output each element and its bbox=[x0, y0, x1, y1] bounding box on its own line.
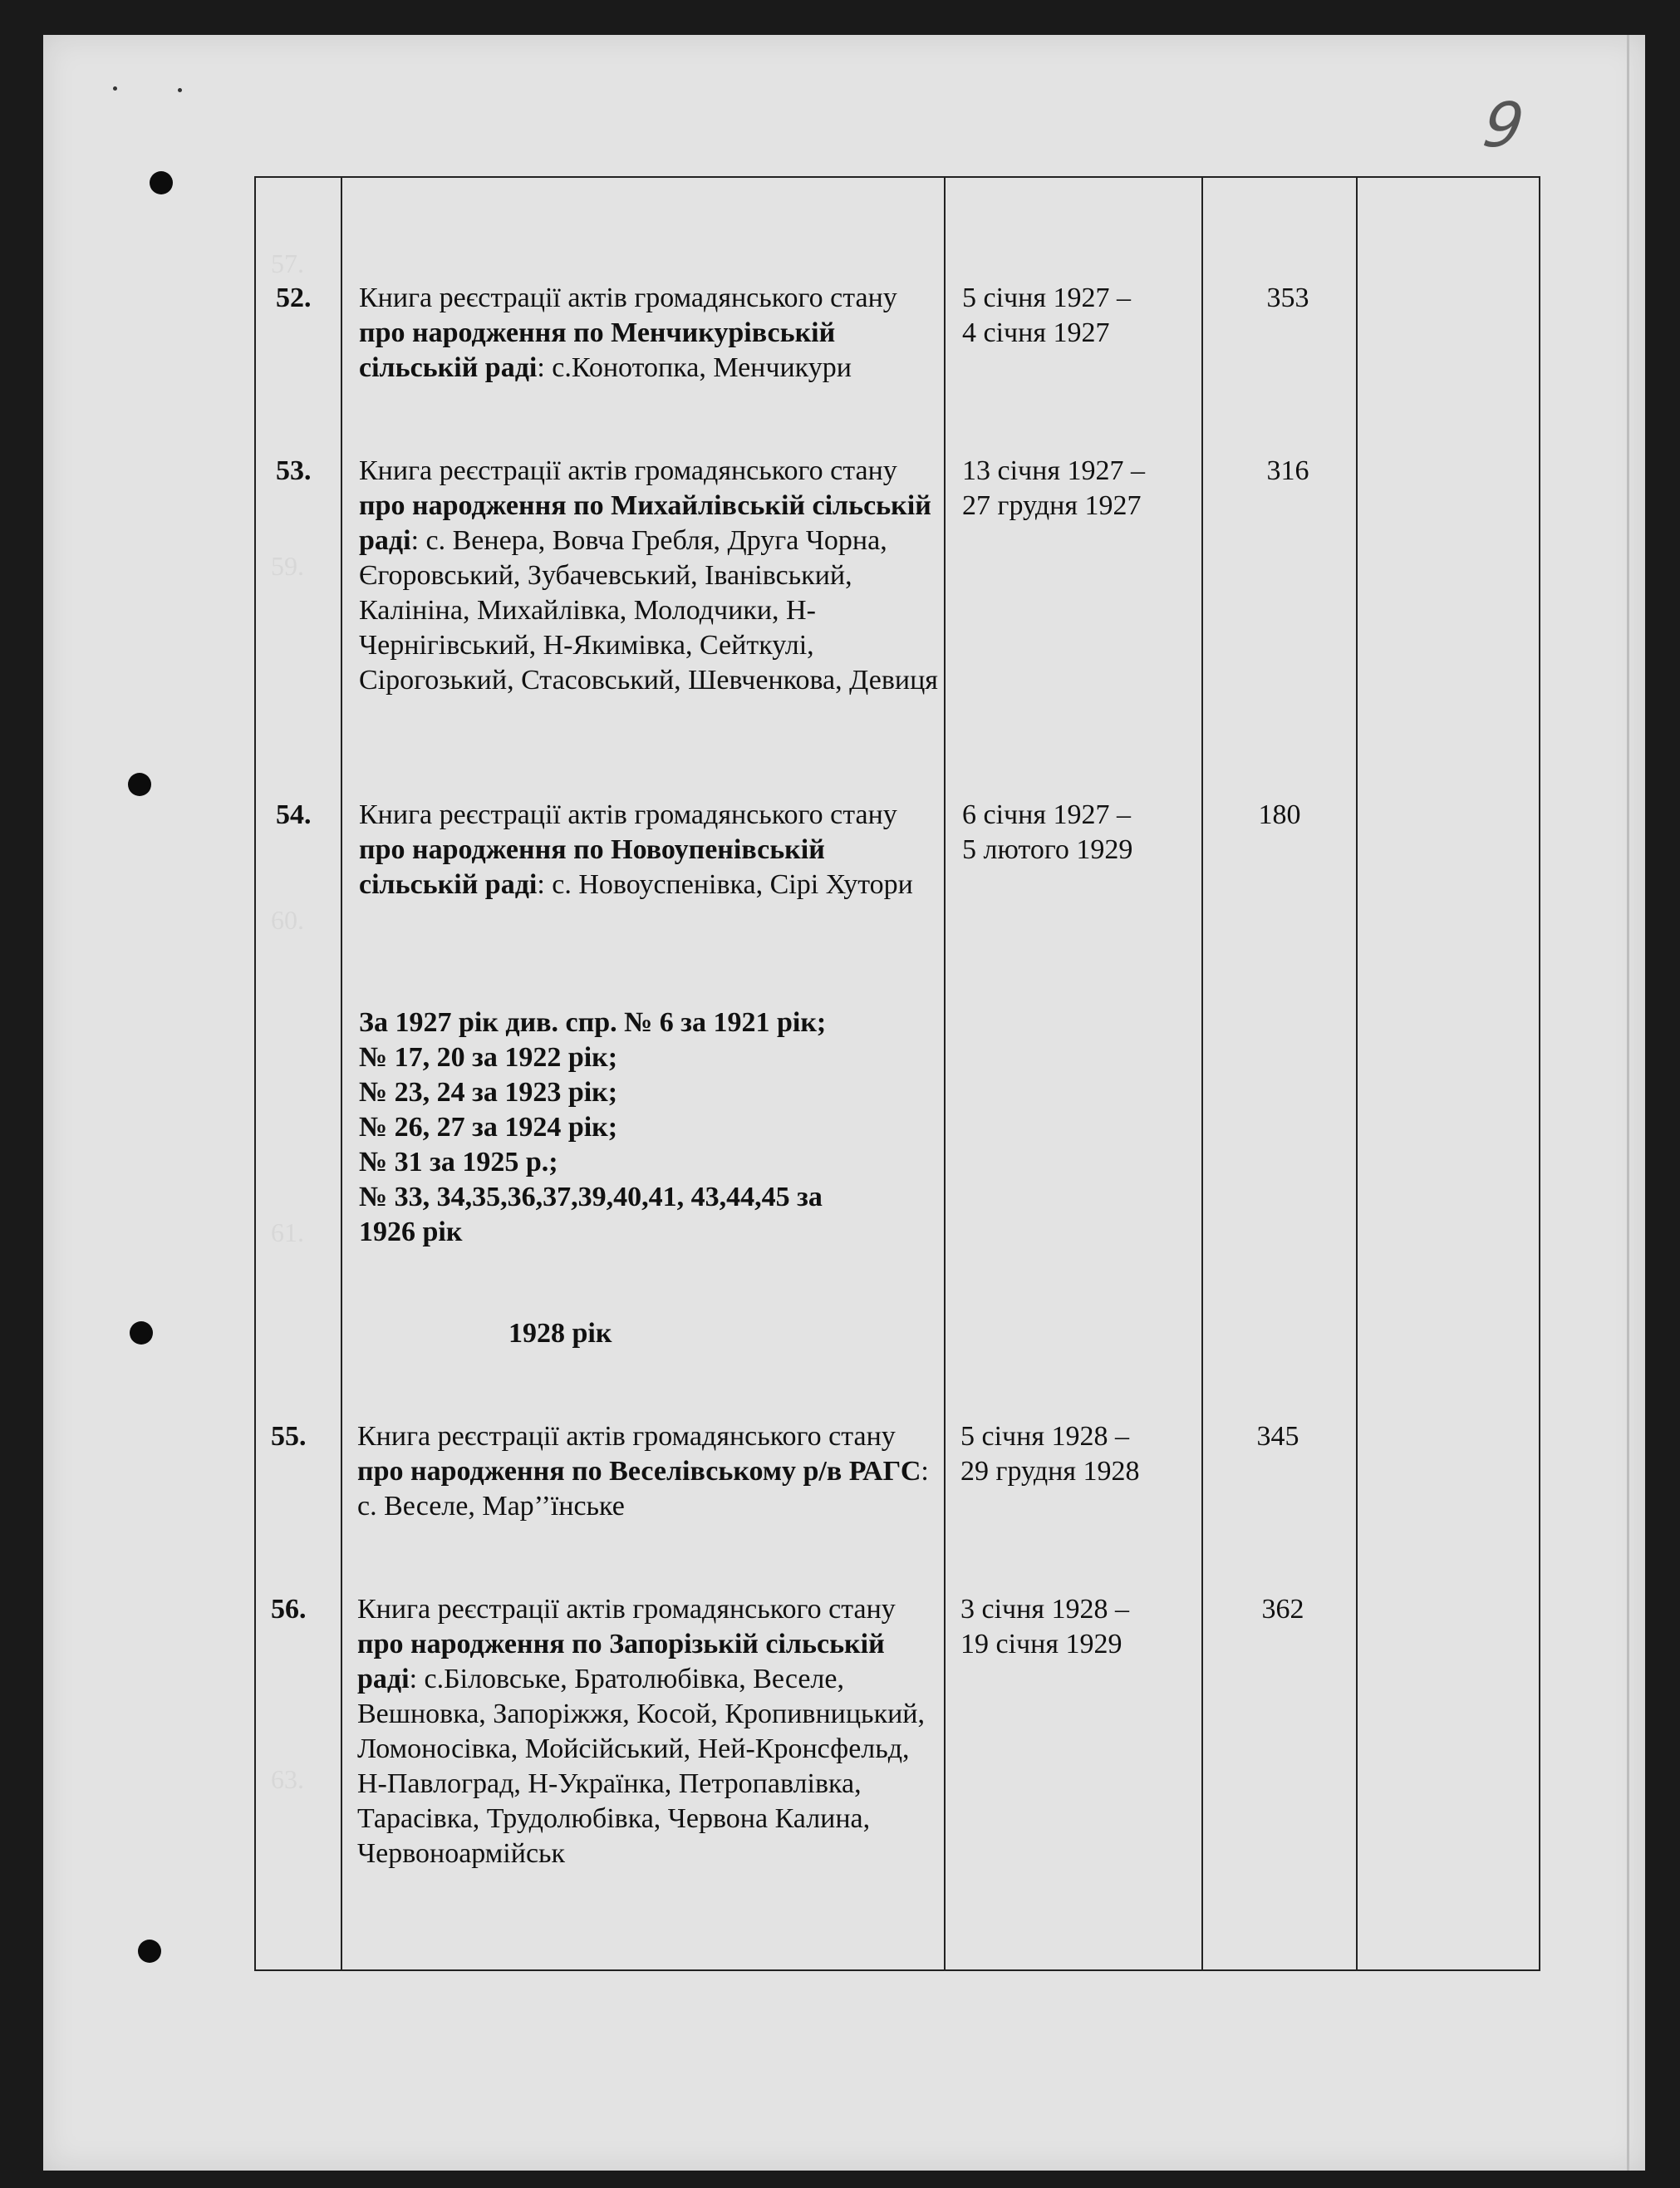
entry-title: Книга реєстрації актів громадянського стану про народження по Михайлівській сільській раді: с. Венера, Вовча Гребля, Друга Чорна, Єгоровський, Зубачевський, Іванівський, Калініна, Михайлівка, Молодчики, Н-Чернігівський, Н-Якимівка, Сейткулі, Сірогозький, Стасовський, Шевченкова, Девиця bbox=[359, 455, 938, 696]
column-divider bbox=[1201, 176, 1203, 1971]
entry-title: Книга реєстрації актів громадянського стану про народження по Веселівському р/в РАГС: с. Веселе, Мар’’їнське bbox=[357, 1421, 929, 1522]
column-divider bbox=[1356, 176, 1358, 1971]
entry-sheet-count: 345 bbox=[1256, 1421, 1299, 1452]
sheet-edge bbox=[1627, 35, 1629, 2171]
entry-title: Книга реєстрації актів громадянського стану про народження по Менчикурівській сільській раді: с.Конотопка, Менчикури bbox=[359, 283, 897, 383]
entry-sheet-count: 362 bbox=[1261, 1594, 1304, 1625]
entry-dates: 3 січня 1928 – 19 січня 1929 bbox=[960, 1594, 1129, 1659]
cross-reference-note: За 1927 рік див. спр. № 6 за 1921 рік; № 17, 20 за 1922 рік; № 23, 24 за 1923 рік; № 26, 27 за 1924 рік; № 31 за 1925 р.; № 33, 34,35,36,37,39,40,41, 43,44,45 за 1926 рік bbox=[359, 1007, 827, 1247]
entry-dates: 5 січня 1927 – 4 січня 1927 bbox=[962, 283, 1131, 348]
entry-title: Книга реєстрації актів громадянського стану про народження по Новоупенівській сільській раді: с. Новоуспенівка, Сірі Хутори bbox=[359, 799, 913, 900]
speck bbox=[113, 86, 117, 91]
bleed-through: 59. bbox=[271, 551, 304, 581]
bleed-through: 57. bbox=[271, 248, 304, 278]
entry-number: 56. bbox=[271, 1594, 307, 1625]
entry-number: 55. bbox=[271, 1421, 307, 1452]
entry-sheet-count: 353 bbox=[1266, 283, 1309, 313]
entry-sheet-count: 180 bbox=[1258, 799, 1301, 830]
entry-number: 54. bbox=[276, 799, 312, 830]
bleed-through: 63. bbox=[271, 1764, 304, 1794]
entry-title: Книга реєстрації актів громадянського стану про народження по Запорізькій сільській раді: с.Біловське, Братолюбівка, Веселе, Вешновка, Запоріжжя, Косой, Кропивницький, Ломоносівка, Мойсійський, Ней-Кронсфельд, Н-Павлоград, Н-Українка, Петропавлівка, Тарасівка, Трудолюбівка, Червона Калина, Червоноармійськ bbox=[357, 1594, 925, 1869]
punch-hole bbox=[138, 1940, 161, 1963]
punch-hole bbox=[130, 1321, 153, 1345]
entry-dates: 5 січня 1928 – 29 грудня 1928 bbox=[960, 1421, 1140, 1487]
bleed-through: 60. bbox=[271, 905, 304, 935]
entry-dates: 13 січня 1927 – 27 грудня 1927 bbox=[962, 455, 1145, 521]
entry-sheet-count: 316 bbox=[1266, 455, 1309, 486]
page-number: 9 bbox=[1478, 90, 1529, 161]
speck bbox=[178, 88, 182, 92]
entry-number: 52. bbox=[276, 283, 312, 313]
entry-number: 53. bbox=[276, 455, 312, 486]
entry-dates: 6 січня 1927 – 5 лютого 1929 bbox=[962, 799, 1133, 865]
year-heading: 1928 рік bbox=[508, 1318, 612, 1349]
bleed-through: 61. bbox=[271, 1217, 304, 1247]
punch-hole bbox=[128, 773, 151, 796]
column-divider bbox=[341, 176, 342, 1971]
punch-hole bbox=[150, 171, 173, 194]
